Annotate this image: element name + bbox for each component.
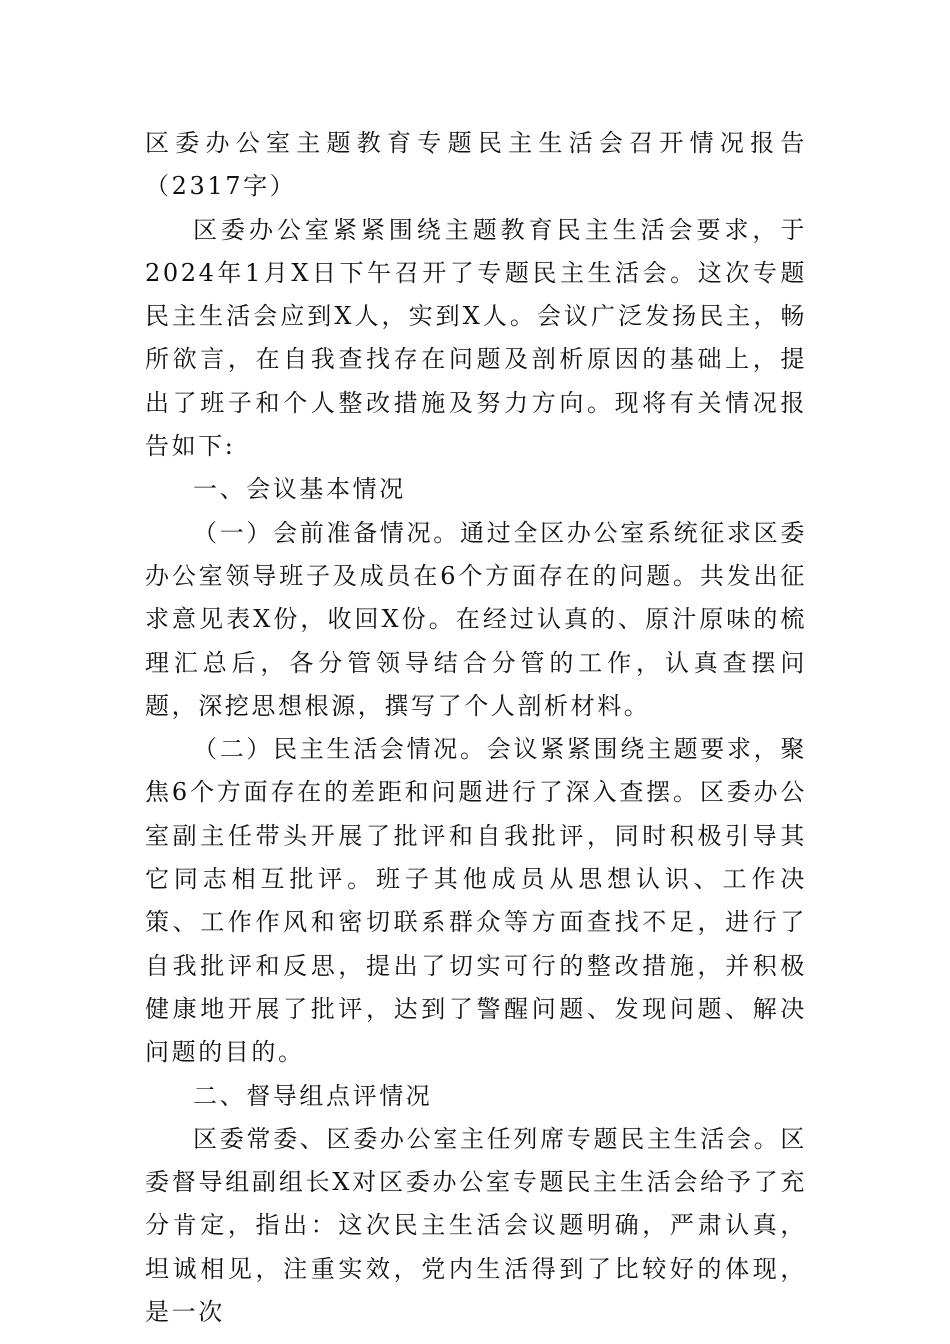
paragraph-supervision-comments: 区委常委、区委办公室主任列席专题民主生活会。区委督导组副组长X对区委办公室专题民主生活会给予了充分肯定，指出：这次民主生活会议题明确，严肃认真，坦诚相见，注重实效，党内生活得到了比较好的体现，是一次: [145, 1124, 807, 1327]
document-body: [145, 122, 807, 1334]
paragraph-preparation: （一）会前准备情况。通过全区办公室系统征求区委办公室领导班子及成员在6个方面存在的问题。共发出征求意见表X份，收回X份。在经过认真的、原汁原味的梳理汇总后，各分管领导结合分管的工作，认真查摆问题，深挖思想根源，撰写了个人剖析材料。: [145, 518, 807, 720]
section-heading-supervision-review: 二、督导组点评情况: [193, 1081, 433, 1110]
paragraph-meeting-situation: （二）民主生活会情况。会议紧紧围绕主题要求，聚焦6个方面存在的差距和问题进行了深入查摆。区委办公室副主任带头开展了批评和自我批评，同时积极引导其它同志相互批评。班子其他成员从思想认识、工作决策、工作作风和密切联系群众等方面查找不足，进行了自我批评和反思，提出了切实可行的整改措施，并积极健康地开展了批评，达到了警醒问题、发现问题、解决问题的目的。: [145, 735, 807, 1067]
section-heading-meeting-overview: 一、会议基本情况: [193, 475, 406, 504]
intro-paragraph: 区委办公室紧紧围绕主题教育民主生活会要求，于2024年1月X日下午召开了专题民主生活会。这次专题民主生活会应到X人，实到X人。会议广泛发扬民主，畅所欲言，在自我查找存在问题及剖析原因的基础上，提出了班子和个人整改措施及努力方向。现将有关情况报告如下:: [145, 215, 807, 461]
document-title: 区委办公室主题教育专题民主生活会召开情况报告（2317字）: [145, 129, 807, 201]
